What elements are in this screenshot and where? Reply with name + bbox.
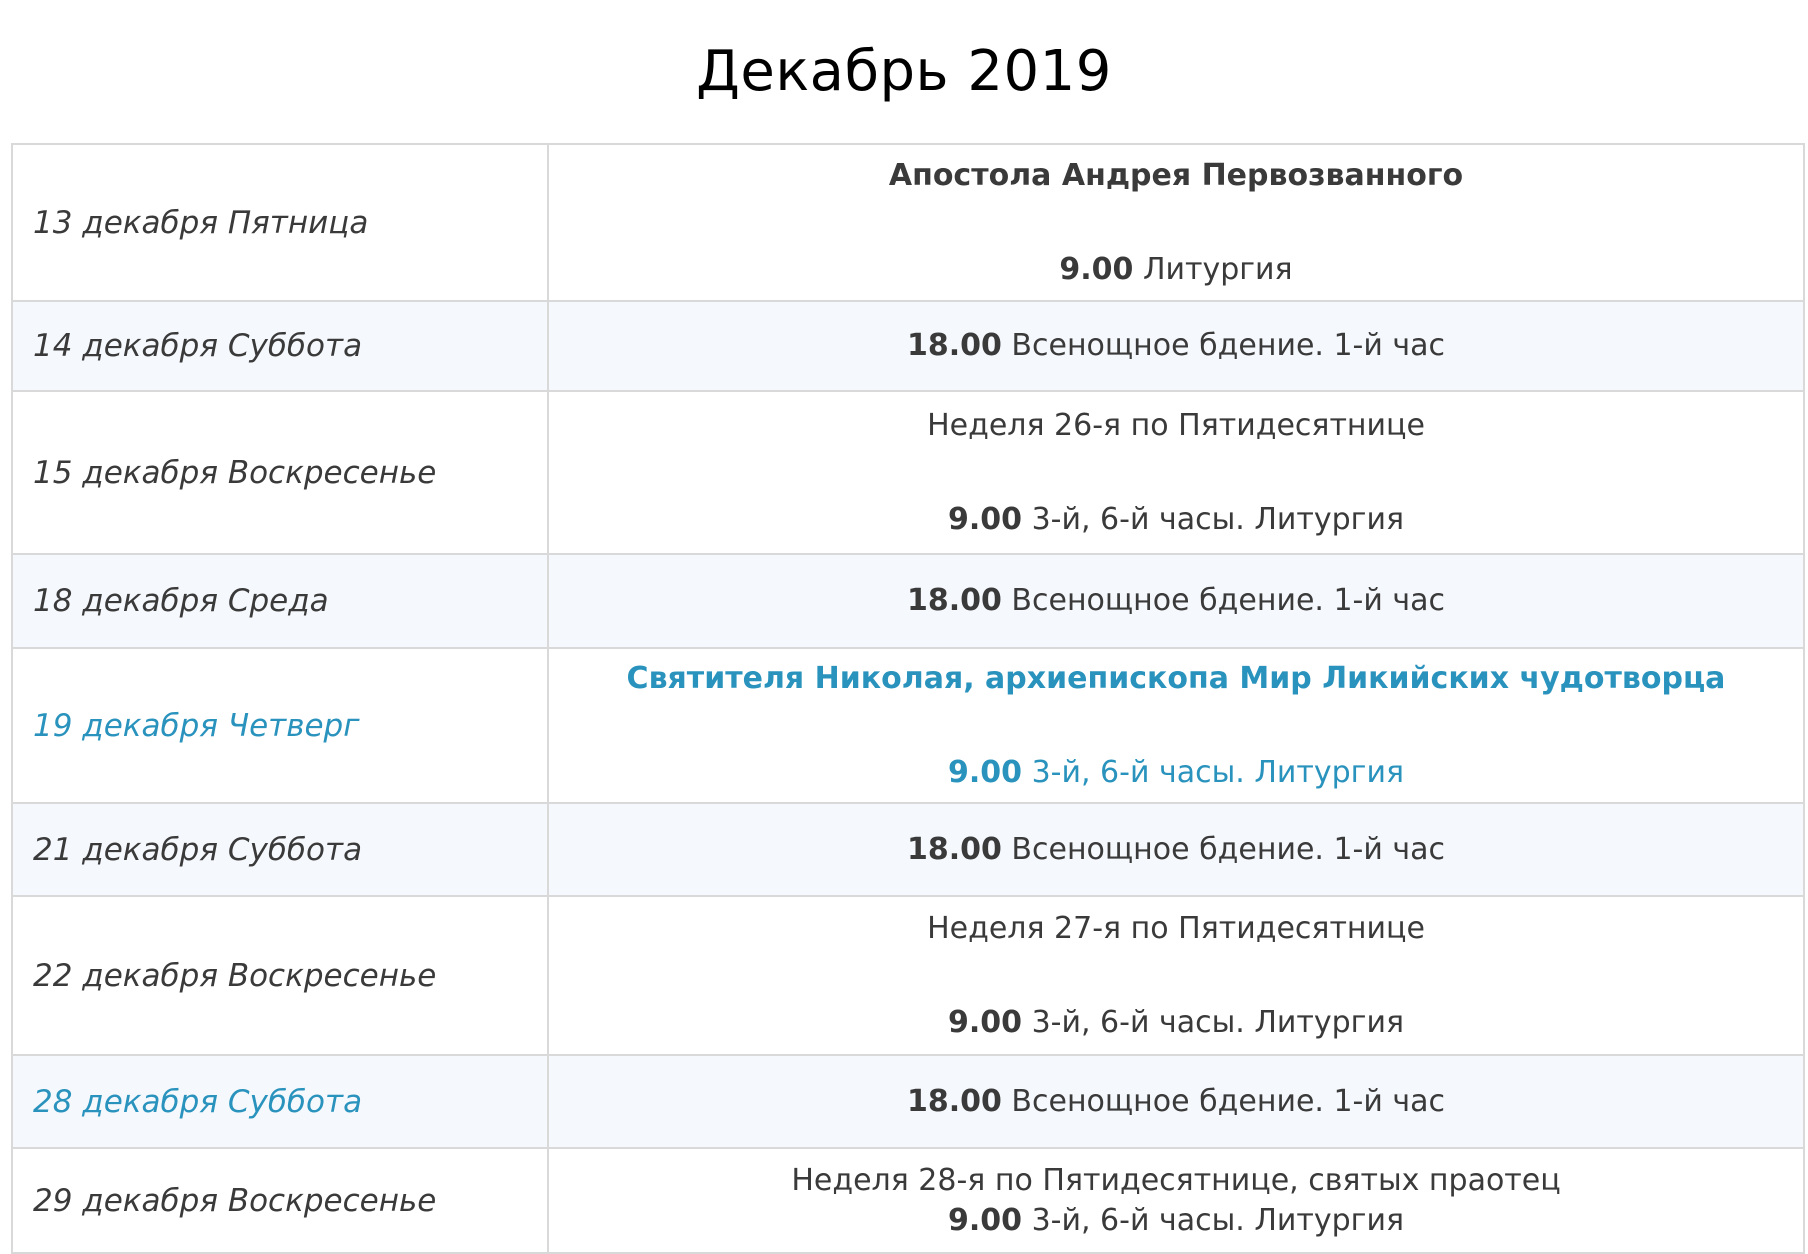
date-cell: 22 декабря Воскресенье bbox=[12, 896, 548, 1055]
feast-title: Апостола Андрея Первозванного bbox=[888, 157, 1464, 193]
week-note: Неделя 27-я по Пятидесятнице bbox=[927, 910, 1425, 946]
service-time: 9.00 bbox=[1059, 251, 1134, 287]
service-name: Всенощное бдение. 1-й час bbox=[1001, 583, 1446, 618]
service-time: 18.00 bbox=[906, 583, 1002, 618]
date-cell: 13 декабря Пятница bbox=[12, 144, 548, 301]
event-cell bbox=[548, 803, 1804, 896]
date-cell: 21 декабря Суббота bbox=[12, 803, 548, 896]
feast-title: Святителя Николая, архиепископа Мир Ликийских чудотворца bbox=[626, 660, 1726, 696]
service-time: 18.00 bbox=[906, 831, 1002, 867]
date-cell: 14 декабря Суббота bbox=[12, 301, 548, 391]
date-cell: 15 декабря Воскресенье bbox=[12, 391, 548, 554]
week-note: Неделя 26-я по Пятидесятнице bbox=[927, 407, 1425, 443]
table-row bbox=[12, 1055, 1804, 1148]
service-line bbox=[549, 581, 1803, 621]
event-cell bbox=[548, 301, 1804, 391]
service-time: 9.00 bbox=[948, 754, 1023, 790]
event-cell bbox=[548, 1055, 1804, 1148]
table-row bbox=[12, 803, 1804, 896]
table-row bbox=[12, 554, 1804, 648]
service-line bbox=[549, 1003, 1803, 1043]
event-cell bbox=[548, 1148, 1804, 1253]
date-cell: 28 декабря Суббота bbox=[12, 1055, 548, 1148]
service-name: Всенощное бдение. 1-й час bbox=[1001, 1083, 1446, 1119]
event-cell bbox=[548, 144, 1804, 301]
date-cell: 19 декабря Четверг bbox=[12, 648, 548, 803]
service-time: 18.00 bbox=[906, 328, 1002, 363]
service-line bbox=[549, 326, 1803, 366]
schedule-table bbox=[11, 143, 1805, 1254]
date-cell: 29 декабря Воскресенье bbox=[12, 1148, 548, 1253]
service-name: 3-й, 6-й часы. Литургия bbox=[1022, 1004, 1404, 1040]
page-title: Декабрь 2019 bbox=[696, 39, 1112, 104]
service-line bbox=[549, 250, 1803, 290]
service-name: 3-й, 6-й часы. Литургия bbox=[1022, 1202, 1404, 1238]
week-note: Неделя 28-я по Пятидесятнице, святых праотец bbox=[791, 1162, 1561, 1198]
event-cell bbox=[548, 648, 1804, 803]
service-time: 9.00 bbox=[948, 1004, 1023, 1040]
table-row bbox=[12, 301, 1804, 391]
service-name: 3-й, 6-й часы. Литургия bbox=[1022, 754, 1404, 790]
service-name: Всенощное бдение. 1-й час bbox=[1001, 831, 1446, 867]
service-line bbox=[549, 830, 1803, 870]
service-line bbox=[549, 1082, 1803, 1122]
table-row bbox=[12, 896, 1804, 1055]
service-line bbox=[549, 500, 1803, 540]
event-cell bbox=[548, 391, 1804, 554]
table-row bbox=[12, 144, 1804, 301]
date-cell: 18 декабря Среда bbox=[12, 554, 548, 648]
event-cell bbox=[548, 896, 1804, 1055]
table-row bbox=[12, 391, 1804, 554]
event-cell bbox=[548, 554, 1804, 648]
service-name: 3-й, 6-й часы. Литургия bbox=[1022, 501, 1404, 537]
service-time: 9.00 bbox=[948, 1202, 1023, 1238]
table-row bbox=[12, 648, 1804, 803]
service-name: Литургия bbox=[1133, 251, 1293, 287]
service-time: 9.00 bbox=[948, 501, 1023, 537]
service-name: Всенощное бдение. 1-й час bbox=[1001, 328, 1446, 363]
service-line bbox=[549, 753, 1803, 793]
service-line bbox=[549, 1201, 1803, 1241]
table-row bbox=[12, 1148, 1804, 1253]
service-time: 18.00 bbox=[906, 1083, 1002, 1119]
